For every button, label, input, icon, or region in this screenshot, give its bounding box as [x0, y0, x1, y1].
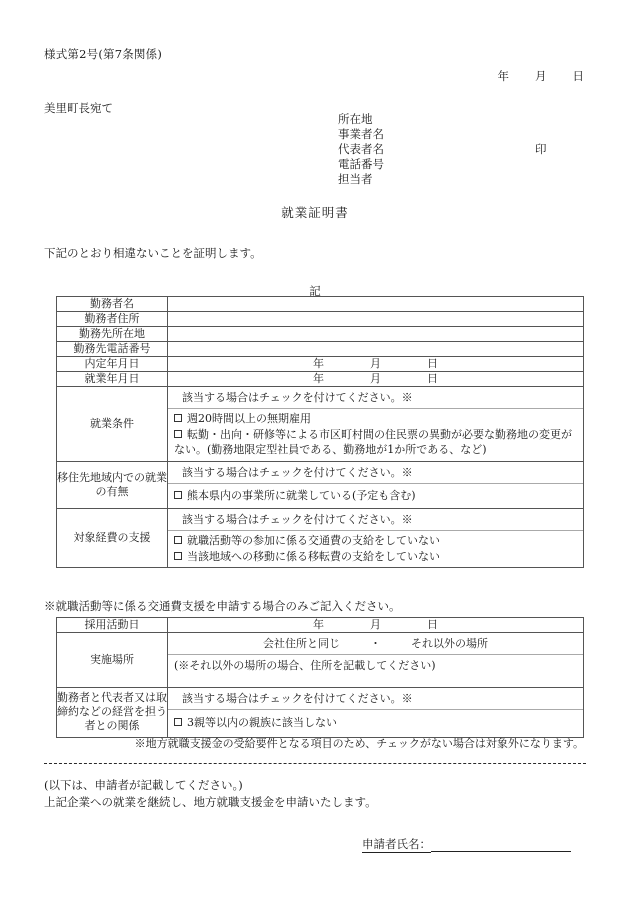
venue-option-same-address[interactable]: 会社住所と同じ: [263, 637, 340, 650]
certification-statement: 下記のとおり相違ないことを証明します。: [44, 246, 262, 260]
row-label-offer-date: 内定年月日: [57, 357, 168, 372]
venue-options: [168, 633, 583, 655]
page-title: 就業証明書: [281, 205, 349, 220]
table-row: [57, 357, 584, 372]
venue-option-separator: ・: [370, 637, 381, 650]
conditions-option-1[interactable]: [174, 411, 577, 427]
table-row: [57, 327, 584, 342]
checkbox-icon[interactable]: [174, 718, 182, 726]
relationship-option-1[interactable]: [174, 715, 577, 731]
table-row: [57, 618, 584, 633]
checkbox-icon[interactable]: [174, 536, 182, 544]
table-row: [57, 688, 584, 738]
offer-date-year: 年: [313, 357, 324, 370]
row-label-worker-address: 勤務者住所: [57, 312, 168, 327]
row-value-venue: [168, 633, 584, 688]
offer-date-month: 月: [370, 357, 381, 370]
applicant-name-input[interactable]: [431, 838, 571, 852]
recruitment-activity-table: [56, 617, 584, 738]
activity-date-day: 日: [427, 618, 438, 631]
row-value-offer-date[interactable]: [168, 357, 584, 372]
row-value-worker-name[interactable]: [168, 297, 584, 312]
offer-date-day: 日: [427, 357, 438, 370]
applicant-name-label: 申請者氏名：: [362, 837, 431, 851]
checkbox-icon[interactable]: [174, 491, 182, 499]
table-row: [57, 461, 584, 509]
employer-business-name-row: [338, 127, 384, 142]
row-label-start-date: 就業年月日: [57, 372, 168, 387]
row-label-workplace-address: 勤務先所在地: [57, 327, 168, 342]
relationship-option-list: [168, 710, 583, 737]
checkbox-icon[interactable]: [174, 414, 182, 422]
start-date-month: 月: [370, 372, 381, 385]
conditions-option-list: [168, 409, 583, 461]
expense-support-option-1-label: 就職活動等の参加に係る交通費の支給をしていない: [187, 534, 440, 547]
conditions-instruction: 該当する場合はチェックを付けてください。※: [168, 387, 583, 409]
checkbox-icon[interactable]: [174, 552, 182, 560]
row-label-employment-conditions: 就業条件: [57, 387, 168, 462]
form-code: 様式第2号(第7条関係): [44, 47, 163, 61]
expense-support-option-2-label: 当該地域への移動に係る移転費の支給をしていない: [187, 549, 440, 563]
expense-support-option-2[interactable]: [174, 549, 577, 565]
employer-business-name-label: 事業者名: [338, 127, 384, 141]
table-row: [57, 372, 584, 387]
row-label-workplace-phone: 勤務先電話番号: [57, 342, 168, 357]
row-label-expense-support: 対象経費の支援: [57, 509, 168, 568]
expense-support-option-list: [168, 531, 583, 567]
header-date-day: 日: [572, 69, 584, 83]
row-label-activity-date: 採用活動日: [57, 618, 168, 633]
seal-stamp-mark: 印: [535, 142, 547, 156]
cut-separator-line: [44, 763, 586, 764]
venue-option-other-place[interactable]: それ以外の場所: [411, 637, 488, 650]
row-value-workplace-phone[interactable]: [168, 342, 584, 357]
table-row: [57, 387, 584, 462]
eligibility-note: ※地方就職支援金の受給要件となる項目のため、チェックがない場合は対象外になります。: [134, 737, 584, 750]
relationship-option-1-label: 3親等以内の親族に該当しない: [187, 716, 337, 729]
activity-date-month: 月: [370, 618, 381, 631]
row-value-activity-date[interactable]: [168, 618, 584, 633]
table-row: [57, 312, 584, 327]
employer-contact-row: [338, 172, 384, 187]
applicant-declaration: 上記企業への就業を継続し、地方就職支援金を申請いたします。: [44, 795, 377, 809]
row-label-relationship: 勤務者と代表者又は取締約などの経営を担う者との関係: [57, 688, 168, 738]
activity-date-year: 年: [313, 618, 324, 631]
transport-support-note: ※就職活動等に係る交通費支援を申請する場合のみご記入ください。: [44, 599, 401, 613]
venue-note: (※それ以外の場所の場合、住所を記載してください): [174, 659, 436, 672]
addressee: 美里町長宛て: [44, 101, 113, 115]
relationship-instruction: 該当する場合はチェックを付けてください。※: [168, 688, 583, 710]
residence-area-option-1-label: 熊本県内の事業所に就業している(予定も含む): [187, 488, 416, 502]
header-date-month: 月: [535, 69, 547, 83]
applicant-signature-row: [362, 836, 571, 852]
employer-contact-label: 担当者: [338, 172, 373, 186]
expense-support-instruction: 該当する場合はチェックを付けてください。※: [168, 509, 583, 531]
expense-support-option-1[interactable]: [174, 533, 577, 549]
conditions-option-1-label: 週20時間以上の無期雇用: [187, 412, 311, 425]
employer-representative-label: 代表者名: [338, 142, 384, 156]
header-date-line: [498, 68, 585, 84]
checkbox-icon[interactable]: [174, 430, 182, 438]
header-date-year: 年: [497, 69, 509, 83]
table-row: [57, 342, 584, 357]
employer-representative-row: [338, 142, 547, 157]
row-label-residence-area-employment: 移住先地域内での就業の有無: [57, 461, 168, 509]
start-date-day: 日: [427, 372, 438, 385]
conditions-option-2-label: 転勤・出向・研修等による市区町村間の住民票の異動が必要な勤務地の変更がない。(勤務地限定型社員である、勤務地が1か所である、など): [174, 427, 572, 456]
row-value-relationship: [168, 688, 584, 738]
residence-area-option-1[interactable]: [174, 488, 577, 504]
row-value-employment-conditions: [168, 387, 584, 462]
employer-phone-label: 電話番号: [338, 157, 384, 171]
row-value-expense-support: [168, 509, 584, 568]
row-value-worker-address[interactable]: [168, 312, 584, 327]
row-label-venue: 実施場所: [57, 633, 168, 688]
residence-area-option-list: [168, 484, 583, 509]
employer-location-label: 所在地: [338, 112, 373, 126]
row-value-residence-area-employment: [168, 461, 584, 509]
employment-details-table: [56, 296, 584, 568]
employer-location-row: [338, 112, 384, 127]
applicant-instruction: (以下は、申請者が記載してください。): [44, 778, 243, 792]
table-row: [57, 633, 584, 688]
employer-info-block: [338, 112, 547, 187]
table-row: [57, 297, 584, 312]
row-value-start-date[interactable]: [168, 372, 584, 387]
row-value-workplace-address[interactable]: [168, 327, 584, 342]
start-date-year: 年: [313, 372, 324, 385]
row-label-worker-name: 勤務者名: [57, 297, 168, 312]
applicant-section: [44, 777, 377, 811]
table-row: [57, 509, 584, 568]
employer-phone-row: [338, 157, 384, 172]
conditions-option-2[interactable]: [174, 427, 577, 458]
ki-heading-mark: 記: [309, 284, 321, 298]
residence-area-instruction: 該当する場合はチェックを付けてください。※: [168, 462, 583, 484]
